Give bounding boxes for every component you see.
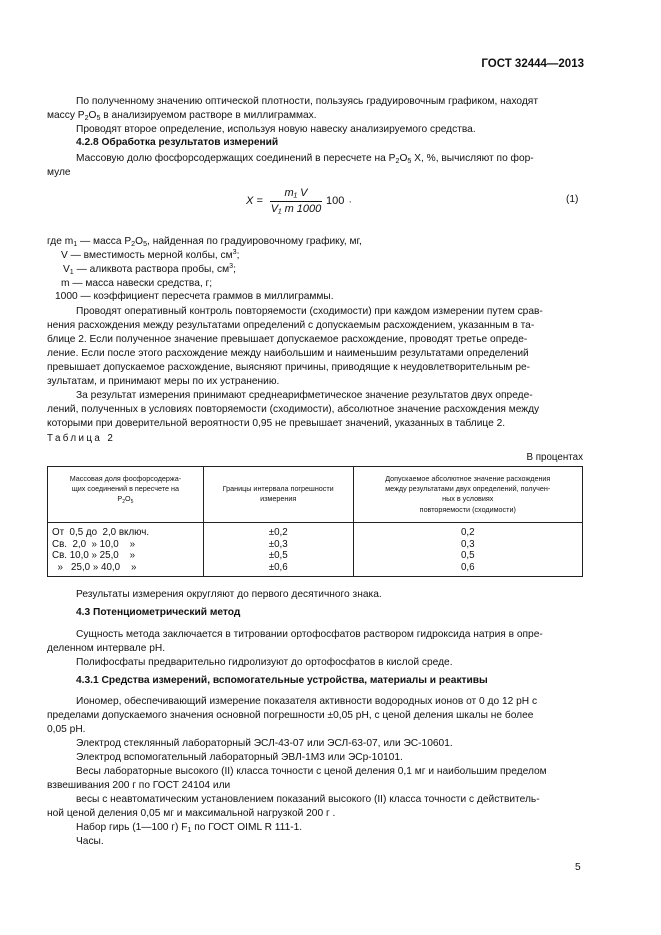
paragraph-line: Электрод стеклянный лабораторный ЭСЛ-43-07 или ЭСЛ-63-07, или ЭС-10601. bbox=[76, 738, 453, 749]
table-caption: Таблица 2 bbox=[47, 433, 116, 444]
paragraph-line: превышает допускаемое расхождение, выясняют причины, приводящие к неудовлетворительным ре- bbox=[47, 362, 531, 373]
paragraph-line: За результат измерения принимают среднеарифметическое значение результатов двух опреде- bbox=[76, 390, 533, 401]
paragraph-line: Результаты измерения округляют до первого десятичного знака. bbox=[76, 589, 382, 600]
formula: X = $\frac{\text{m₁ V}}{\text{V₁ m 1000}}$ 100 , bbox=[246, 187, 352, 215]
formula-fraction: $\frac{\text{m₁ V}}{\text{V₁ m 1000}}$ bbox=[270, 187, 322, 215]
table-header-cell: Границы интервала погрешности измерения bbox=[203, 467, 353, 523]
table-unit: В процентах bbox=[526, 452, 583, 463]
where-line: m — масса навески средства, г; bbox=[61, 278, 213, 289]
table-header-cell: Массовая доля фосфорсодержа- щих соединений в пересчете на $P_2O_5$ bbox=[48, 467, 204, 523]
paragraph-line: ной ценой деления 0,05 мг и максимальной нагрузкой 200 г . bbox=[47, 808, 336, 819]
where-line: где $m_1$ — масса $P_2O_5$, найденная по градуировочному графику, мг, bbox=[47, 236, 362, 248]
paragraph-line: массу $P_2O_5$ в анализируемом растворе в миллиграммах. bbox=[47, 110, 317, 122]
table-header-cell: Допускаемое абсолютное значение расхождения между результатами двух определений, получен- ных в условиях повторяемости (сходимости) bbox=[353, 467, 582, 523]
paragraph-line: Электрод вспомогательный лабораторный ЭВЛ-1М3 или ЭСр-10101. bbox=[76, 752, 403, 763]
section-heading: 4.3 Потенциометрический метод bbox=[76, 607, 241, 618]
where-line: $V_1$ — аликвота раствора пробы, $см^3$; bbox=[63, 262, 236, 276]
paragraph-line: Весы лабораторные высокого (II) класса точности с ценой деления 0,1 мг и наибольшим пределом bbox=[76, 766, 547, 777]
paragraph-line: лений, полученных в условиях повторяемости (сходимости), абсолютное значение расхождения между bbox=[47, 404, 540, 415]
section-heading: 4.3.1 Средства измерений, вспомогательные устройства, материалы и реактивы bbox=[76, 675, 488, 686]
paragraph-line: 0,05 pH. bbox=[47, 724, 86, 735]
paragraph-line: муле bbox=[47, 167, 71, 178]
formula-number: (1) bbox=[566, 194, 579, 205]
table-row: От 0,5 до 2,0 включ. Св. 2,0 » 10,0 » Св. 10,0 » 25,0 » » 25,0 » 40,0 » ±0,2 ±0,3 ±0,5 ±0,6 0,2 0,3 0,5 0,6 bbox=[48, 522, 583, 576]
paragraph-line: Сущность метода заключается в титровании ортофосфатов раствором гидроксида натрия в опре- bbox=[76, 629, 543, 640]
paragraph-line: взвешивания 200 г по ГОСТ 24104 или bbox=[47, 780, 231, 791]
paragraph-line: Часы. bbox=[76, 836, 104, 847]
table-2 bbox=[47, 466, 583, 577]
where-line: 1000 — коэффициент пересчета граммов в миллиграммы. bbox=[55, 291, 334, 302]
document-code: ГОСТ 32444—2013 bbox=[481, 58, 584, 70]
paragraph-line: Полифосфаты предварительно гидролизуют до ортофосфатов в кислой среде. bbox=[76, 657, 453, 668]
paragraph-line: весы с неавтоматическим установлением показаний высокого (II) класса точности с действитель- bbox=[76, 794, 540, 805]
paragraph-line: По полученному значению оптической плотности, пользуясь градуировочным графиком, находят bbox=[76, 96, 538, 107]
where-line: V — вместимость мерной колбы, $см^3$; bbox=[61, 248, 240, 261]
section-heading: 4.2.8 Обработка результатов измерений bbox=[76, 137, 279, 148]
paragraph-line: Набор гирь (1—100 г) $F_1$ по ГОСТ OIML R 111-1. bbox=[76, 822, 303, 834]
paragraph-line: Проводят второе определение, используя новую навеску анализируемого средства. bbox=[76, 124, 476, 135]
paragraph-line: нения расхождения между результатами определений с допускаемым расхождением, указанным в та- bbox=[47, 320, 535, 331]
paragraph-line: деленном интервале pH. bbox=[47, 643, 166, 654]
table-header-row bbox=[48, 467, 583, 523]
paragraph-line: блице 2. Если полученное значение превышает допускаемое расхождение, проводят третье опреде- bbox=[47, 334, 528, 345]
paragraph-line: Иономер, обеспечивающий измерение показателя активности водородных ионов от 0 до 12 pH с bbox=[76, 696, 538, 707]
paragraph-line: Массовую долю фосфорсодержащих соединений в пересчете на $P_2O_5$ X, %, вычисляют по фор- bbox=[76, 153, 534, 165]
paragraph-line: ление. Если после этого расхождение между наибольшим и наименьшим результатами определений bbox=[47, 348, 529, 359]
paragraph-line: Проводят оперативный контроль повторяемости (сходимости) при каждом измерении путем срав- bbox=[76, 306, 543, 317]
paragraph-line: пределами допускаемого значения основной погрешности ±0,05 pH, с ценой деления шкалы не более bbox=[47, 710, 534, 721]
paragraph-line: зультатам, и принимают меры по их устранению. bbox=[47, 376, 280, 387]
paragraph-line: которыми при доверительной вероятности 0,95 не превышает значений, указанных в таблице 2. bbox=[47, 418, 506, 429]
page-number: 5 bbox=[575, 862, 581, 873]
